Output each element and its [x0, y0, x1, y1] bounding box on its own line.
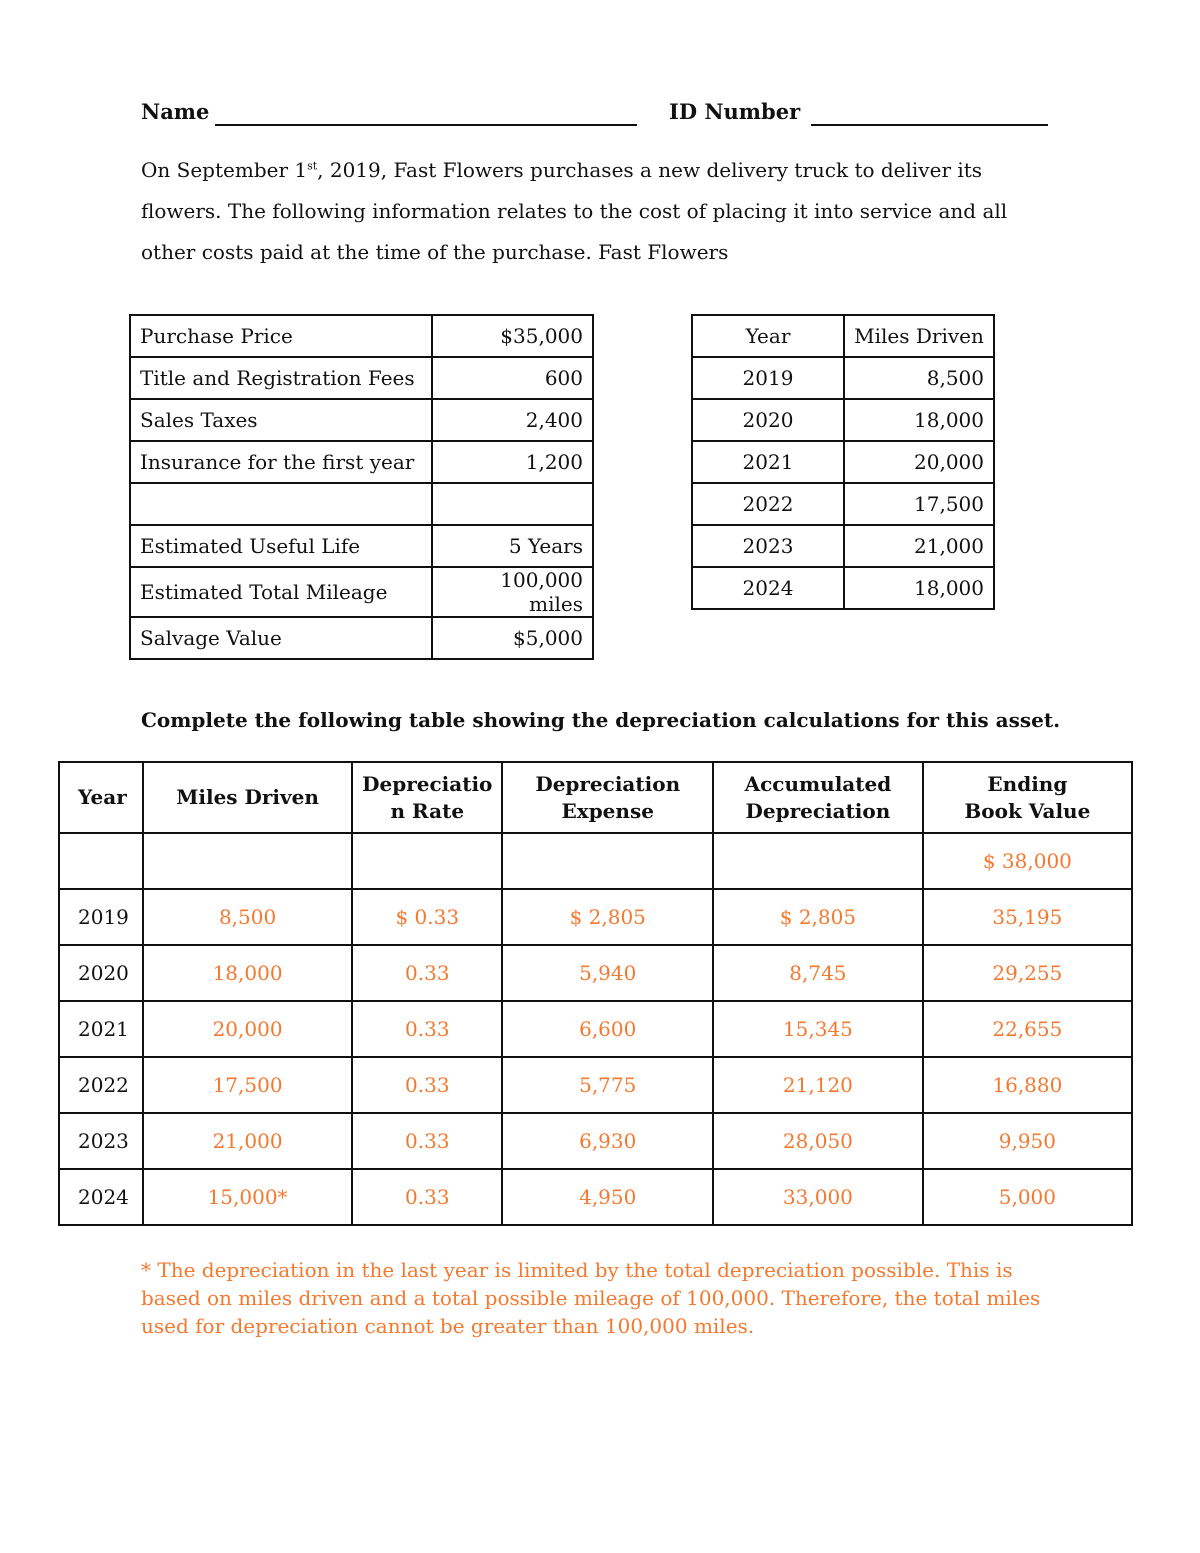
- depreciation-row: [59, 1057, 1132, 1113]
- header-miles-driven: [143, 762, 352, 833]
- cost-label: Estimated Total Mileage: [130, 567, 432, 617]
- cost-label: Sales Taxes: [130, 399, 432, 441]
- miles-value: 8,500: [844, 357, 994, 399]
- depreciation-header-row: [59, 762, 1132, 833]
- depreciation-row: [59, 1001, 1132, 1057]
- header-text: Book Value: [964, 798, 1091, 823]
- rate-cell[interactable]: 0.33: [352, 1001, 502, 1057]
- cost-table-row: [130, 525, 593, 567]
- year-cell[interactable]: 2021: [59, 1001, 143, 1057]
- year-cell[interactable]: 2022: [59, 1057, 143, 1113]
- header-text: n Rate: [390, 798, 465, 823]
- miles-value: 18,000: [844, 567, 994, 609]
- header-text: Miles Driven: [176, 785, 319, 809]
- cost-table-row: [130, 399, 593, 441]
- cost-table-row: [130, 617, 593, 659]
- cost-value: 600: [432, 357, 593, 399]
- miles-value: 18,000: [844, 399, 994, 441]
- miles-value: 21,000: [844, 525, 994, 567]
- miles-table-row: [692, 399, 994, 441]
- header-text: Ending: [987, 771, 1068, 796]
- name-field[interactable]: [215, 124, 637, 126]
- cost-value: 100,000 miles: [432, 567, 593, 617]
- rate-cell[interactable]: [352, 833, 502, 889]
- miles-cell[interactable]: 20,000: [143, 1001, 352, 1057]
- intro-text-start: On September 1: [141, 158, 308, 182]
- rate-cell[interactable]: $ 0.33: [352, 889, 502, 945]
- intro-text-rest: , 2019, Fast Flowers purchases a new delivery truck to deliver its flowers. The following information relates to the cost of placing it into service and all other costs paid at the time of the purchase. Fast Flowers: [141, 158, 1008, 264]
- miles-cell[interactable]: 21,000: [143, 1113, 352, 1169]
- header-text: Depreciation: [745, 798, 891, 823]
- cost-value: 1,200: [432, 441, 593, 483]
- id-number-label: ID Number: [669, 99, 801, 124]
- header-depreciation-rate: [352, 762, 502, 833]
- miles-cell[interactable]: 17,500: [143, 1057, 352, 1113]
- miles-year: 2021: [692, 441, 844, 483]
- depreciation-row: [59, 1113, 1132, 1169]
- cost-label: Purchase Price: [130, 315, 432, 357]
- cost-label: Salvage Value: [130, 617, 432, 659]
- cost-label: Estimated Useful Life: [130, 525, 432, 567]
- miles-table-header-row: [692, 315, 994, 357]
- miles-table-row: [692, 483, 994, 525]
- expense-cell[interactable]: 5,775: [502, 1057, 713, 1113]
- expense-cell[interactable]: 5,940: [502, 945, 713, 1001]
- cost-value: $35,000: [432, 315, 593, 357]
- miles-cell[interactable]: 15,000*: [143, 1169, 352, 1225]
- expense-cell[interactable]: $ 2,805: [502, 889, 713, 945]
- header-text: Expense: [561, 798, 654, 823]
- year-cell[interactable]: 2024: [59, 1169, 143, 1225]
- miles-cell[interactable]: 18,000: [143, 945, 352, 1001]
- expense-cell[interactable]: 6,930: [502, 1113, 713, 1169]
- cost-table-row: [130, 357, 593, 399]
- header-ending-book-value: [923, 762, 1132, 833]
- cost-label: Insurance for the first year: [130, 441, 432, 483]
- book-value-cell[interactable]: 29,255: [923, 945, 1132, 1001]
- header-text: Depreciation: [535, 771, 681, 796]
- header-accumulated-depreciation: [713, 762, 923, 833]
- expense-cell[interactable]: [502, 833, 713, 889]
- depreciation-row: [59, 833, 1132, 889]
- rate-cell[interactable]: 0.33: [352, 1113, 502, 1169]
- cost-value: $5,000: [432, 617, 593, 659]
- header-text: Year: [78, 785, 127, 809]
- book-value-cell[interactable]: 5,000: [923, 1169, 1132, 1225]
- rate-cell[interactable]: 0.33: [352, 945, 502, 1001]
- year-cell[interactable]: [59, 833, 143, 889]
- rate-cell[interactable]: 0.33: [352, 1169, 502, 1225]
- accumulated-cell[interactable]: 21,120: [713, 1057, 923, 1113]
- book-value-cell[interactable]: 9,950: [923, 1113, 1132, 1169]
- id-number-field[interactable]: [811, 124, 1048, 126]
- miles-table-header-miles: Miles Driven: [844, 315, 994, 357]
- cost-table-row: [130, 315, 593, 357]
- miles-table-row: [692, 525, 994, 567]
- miles-driven-table: [691, 314, 995, 610]
- header-depreciation-expense: [502, 762, 713, 833]
- accumulated-cell[interactable]: 28,050: [713, 1113, 923, 1169]
- cost-value: [432, 483, 593, 525]
- intro-paragraph: [141, 150, 1061, 273]
- cost-table-row: [130, 483, 593, 525]
- miles-cell[interactable]: 8,500: [143, 889, 352, 945]
- miles-cell[interactable]: [143, 833, 352, 889]
- miles-year: 2023: [692, 525, 844, 567]
- miles-year: 2024: [692, 567, 844, 609]
- depreciation-row: [59, 889, 1132, 945]
- instruction-text: Complete the following table showing the depreciation calculations for this asset.: [141, 708, 1061, 732]
- name-label: Name: [141, 99, 210, 124]
- cost-table: [129, 314, 594, 660]
- cost-value: 2,400: [432, 399, 593, 441]
- miles-value: 20,000: [844, 441, 994, 483]
- book-value-cell[interactable]: 22,655: [923, 1001, 1132, 1057]
- cost-value: 5 Years: [432, 525, 593, 567]
- cost-table-row: [130, 441, 593, 483]
- footnote: * The depreciation in the last year is limited by the total depreciation possible. This is based on miles driven and a total possible mileage of 100,000. Therefore, the total miles used for depreciation cannot be greater than 100,000 miles.: [141, 1258, 1041, 1338]
- cost-label: Title and Registration Fees: [130, 357, 432, 399]
- depreciation-table: [58, 761, 1133, 1226]
- depreciation-row: [59, 945, 1132, 1001]
- book-value-cell[interactable]: 16,880: [923, 1057, 1132, 1113]
- accumulated-cell[interactable]: $ 2,805: [713, 889, 923, 945]
- miles-table-row: [692, 441, 994, 483]
- accumulated-cell[interactable]: 8,745: [713, 945, 923, 1001]
- depreciation-row: [59, 1169, 1132, 1225]
- year-cell[interactable]: 2019: [59, 889, 143, 945]
- header-text: Accumulated: [744, 771, 892, 796]
- book-value-cell[interactable]: 35,195: [923, 889, 1132, 945]
- miles-table-row: [692, 567, 994, 609]
- miles-value: 17,500: [844, 483, 994, 525]
- miles-table-header-year: Year: [692, 315, 844, 357]
- rate-cell[interactable]: 0.33: [352, 1057, 502, 1113]
- book-value-cell[interactable]: $ 38,000: [923, 833, 1132, 889]
- accumulated-cell[interactable]: 33,000: [713, 1169, 923, 1225]
- expense-cell[interactable]: 6,600: [502, 1001, 713, 1057]
- expense-cell[interactable]: 4,950: [502, 1169, 713, 1225]
- miles-year: 2020: [692, 399, 844, 441]
- header-year: [59, 762, 143, 833]
- year-cell[interactable]: 2020: [59, 945, 143, 1001]
- cost-table-row: [130, 567, 593, 617]
- year-cell[interactable]: 2023: [59, 1113, 143, 1169]
- cost-label: [130, 483, 432, 525]
- header-text: Depreciatio: [362, 771, 493, 796]
- miles-year: 2022: [692, 483, 844, 525]
- accumulated-cell[interactable]: [713, 833, 923, 889]
- miles-table-row: [692, 357, 994, 399]
- intro-superscript: st: [307, 159, 318, 173]
- accumulated-cell[interactable]: 15,345: [713, 1001, 923, 1057]
- miles-year: 2019: [692, 357, 844, 399]
